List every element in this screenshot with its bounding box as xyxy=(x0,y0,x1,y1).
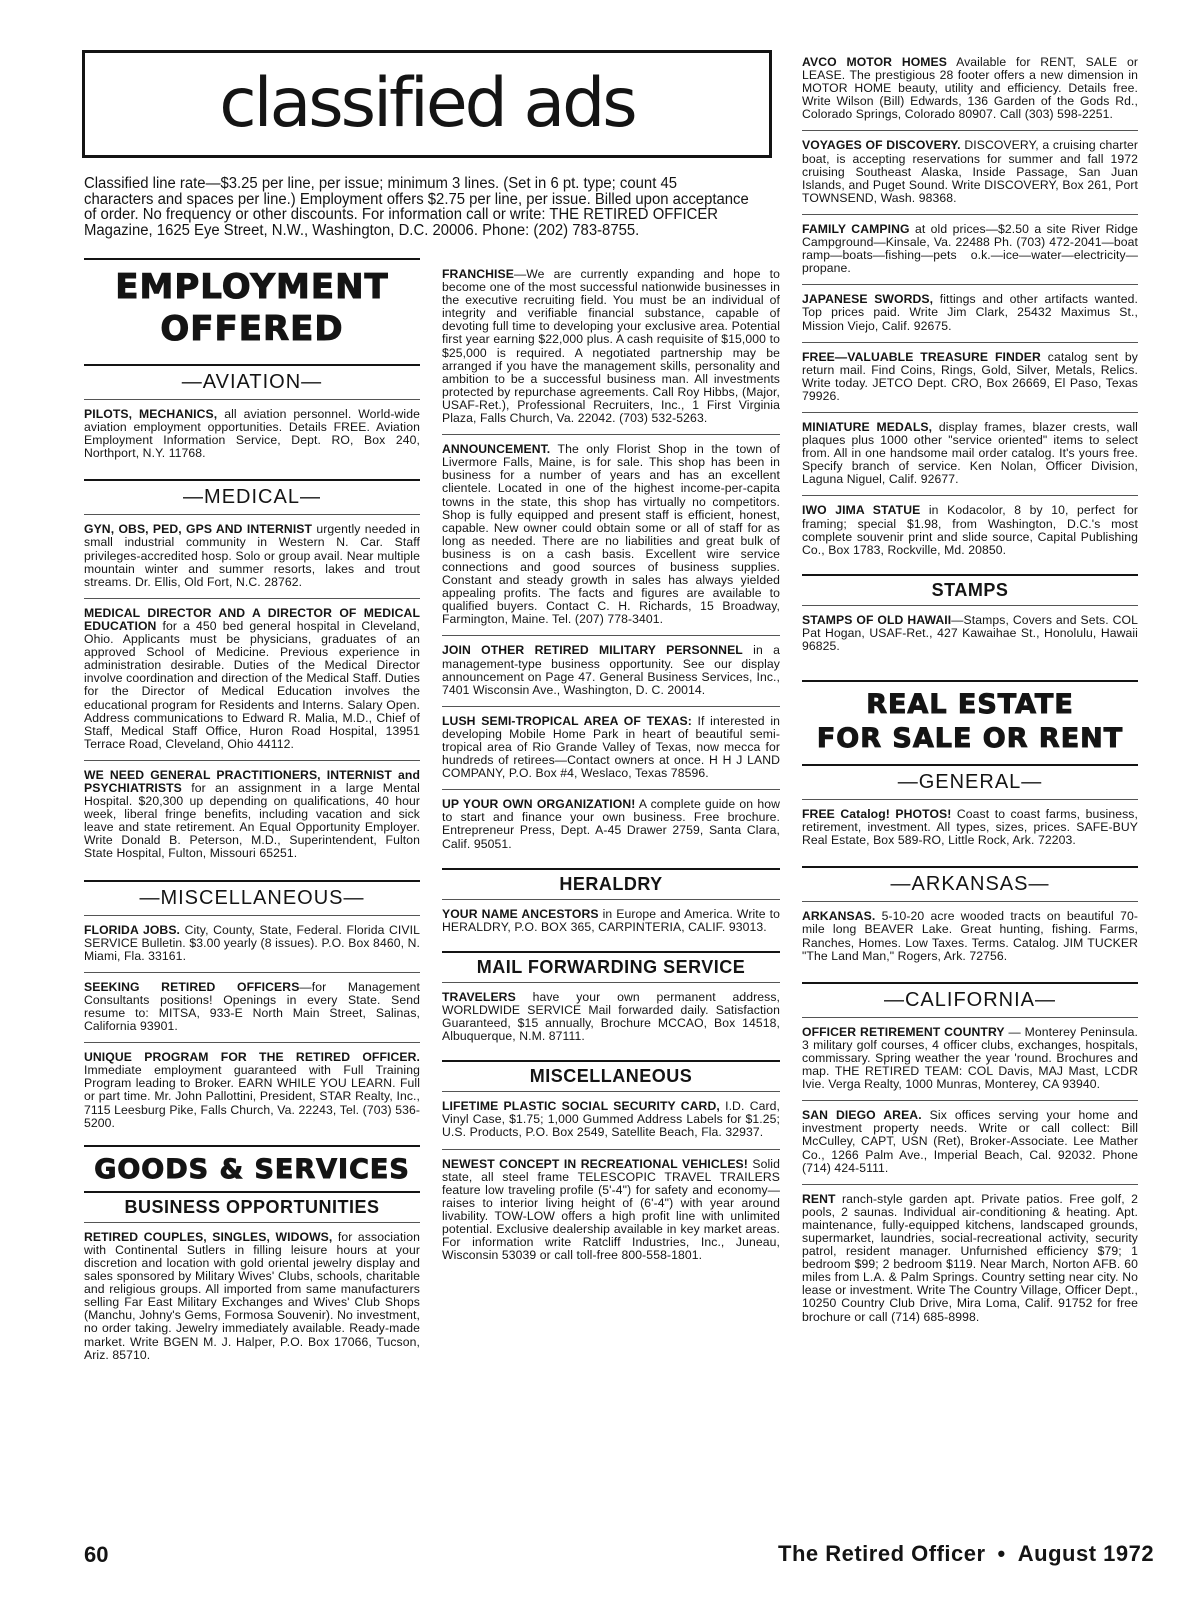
ad-body: in Kodacolor, 8 by 10, perfect for framing; special $1.98, from Washington, D.C.'s most complete souvenir print and slide source, Capital Publishing Co., Box 1783, Rockville, Md. 20850. xyxy=(802,503,1139,557)
ad-heraldry xyxy=(442,899,780,943)
column-middle xyxy=(442,268,780,1271)
ad-body: in Europe and America. Write to HERALDRY, P.O. BOX 365, CARPINTERIA, CALIF. 93013. xyxy=(442,906,780,934)
ad-body: have your own permanent address, WORLDWIDE SERVICE Mail forwarded daily. Satisfaction Guaranteed, $15 annually, Brochure MCCAO, Box 14518, Albuquerque, N.M. 87111. xyxy=(442,989,780,1044)
general-heading: —GENERAL— xyxy=(802,764,1138,799)
california-heading: —CALIFORNIA— xyxy=(802,982,1138,1017)
ad-body: Solid state, all steel frame TELESCOPIC TRAVEL TRAILERS feature low traveling profile (5'-4") for safety and economy—raises to interior living height of (6'-4") with year around livability. TOW-LOW offers a high profit line with unlimited potential. Exclusive dealership available in key market areas. For information write Ratcliff Industries, Inc., Juneau, Wisconsin 53039 or call toll-free 800-558-1801. xyxy=(442,1156,780,1263)
ad-iwo-jima xyxy=(802,495,1138,565)
ad-lead: JOIN OTHER RETIRED MILITARY PERSONNEL xyxy=(442,643,743,658)
ad-voyages xyxy=(802,130,1138,213)
page-number: 60 xyxy=(84,1542,109,1567)
miscellaneous-heading: —MISCELLANEOUS— xyxy=(84,880,420,915)
employment-heading-line1: EMPLOYMENT xyxy=(115,267,389,307)
ad-misc-2 xyxy=(84,972,420,1042)
ad-join-retired xyxy=(442,635,780,705)
ad-avco xyxy=(802,56,1138,130)
mail-forwarding-heading: MAIL FORWARDING SERVICE xyxy=(442,951,780,982)
ad-body: all aviation personnel. World-wide aviation employment opportunities. Details FREE. Aviation Employment Information Service, Dept. RO, Box 240, Northport, N.Y. 11768. xyxy=(84,407,421,461)
ad-body: If interested in developing Mobile Home Park in heart of beautiful semi-tropical area of Rio Grande Valley of Texas, now mecca for hundreds of retirees—Contact owners at once. H H J LAND COMPANY, P.O. Box #4, Weslaco, Texas 78596. xyxy=(442,713,781,781)
ad-lead: RENT xyxy=(802,1191,836,1206)
ad-body: Coast to coast farms, business, retirement, investment. All types, sizes, prices. SAFE-BUY Real Estate, Box 589-RO, Little Rock, Ark. 72203. xyxy=(802,807,1138,848)
ad-medals xyxy=(802,412,1138,495)
ad-misc-3 xyxy=(84,1042,420,1139)
ad-california-3 xyxy=(802,1184,1138,1333)
bullet: • xyxy=(997,1541,1006,1566)
masthead-title: classified ads xyxy=(219,64,635,143)
ad-lead: LIFETIME PLASTIC SOCIAL SECURITY CARD, xyxy=(442,1099,720,1114)
ad-franchise xyxy=(442,268,780,434)
column-right xyxy=(802,56,1138,1333)
ad-social-security xyxy=(442,1091,780,1148)
ad-lead: IWO JIMA STATUE xyxy=(802,503,921,518)
ad-body: display frames, blazer crests, wall plaques plus 1000 other "service oriented" items to select from. All in one handsome mail order catalog. It's yours free. Specify branch of service. Ken Nolan, Officer Division, Laguna Niguel, Calif. 92677. xyxy=(802,419,1138,487)
ad-body: fittings and other artifacts wanted. Top prices paid. Write Jim Clark, 25432 Maximus St., Mission Viejo, Calif. 92675. xyxy=(802,292,1138,333)
ad-body: —for Management Consultants positions! Openings in every State. Send resume to: MITSA, 933-E North Main Street, Salinas, California 93901. xyxy=(84,979,420,1034)
ad-lead: TRAVELERS xyxy=(442,989,516,1004)
ad-california-2 xyxy=(802,1100,1138,1183)
ad-lead: SEEKING RETIRED OFFICERS xyxy=(84,979,300,994)
ad-announcement xyxy=(442,434,780,635)
ad-body: for a 450 bed general hospital in Cleveland, Ohio. Applicants must be physicians, graduates of an approved School of Medicine. Previous experience in administration desirable. Duties of the Medical Director involve coordination and direction of the Medical Staff. Duties for the Director of Medical Education involves the educational program for Residents and Interns. Salary Open. Address communications to Edward R. Malia, M.D., Chief of Staff, Medical Staff Office, Huron Road Hospital, 13951 Terrace Road, Cleveland, Ohio 44112. xyxy=(84,618,421,751)
ad-body: A complete guide on how to start and finance your own business. Free brochure. Entrepreneur Press, Dept. A-45 Drawer 2759, Santa Clara, Calif. 95051. xyxy=(442,797,780,851)
goods-services-heading: GOODS & SERVICES xyxy=(94,1153,410,1185)
ad-camping xyxy=(802,214,1138,284)
ad-body: catalog sent by return mail. Find Coins, Rings, Gold, Silver, Metals, Relics. Write today. JETCO Dept. CRO, Box 26669, El Paso, Texas 79926. xyxy=(802,349,1138,403)
real-estate-heading-line2: FOR SALE OR RENT xyxy=(816,723,1124,755)
employment-heading xyxy=(84,258,420,350)
ad-arkansas xyxy=(802,901,1138,971)
ad-lead: SAN DIEGO AREA. xyxy=(802,1108,922,1123)
ad-body: —We are currently expanding and hope to become one of the most successful nationwide businesses in the executive recruiting field. You must be an individual of integrity and verifiable financial substance, capable of devoting full time to developing your exclusive area. Potential first year earning $22,000 plus. A cash requisite of $15,000 to $25,000 is required. A negotiated partnership may be arranged if you have the management skills, personality and ambition to be a successful business man. All investments protected by repurchase agreements. Call Roy Hibbs, (Major, USAF-Ret.), Professional Recruiters, Inc., 1 First Virginia Plaza, Falls Church, Va. 22042. (703) 532-5263. xyxy=(442,267,780,426)
ad-texas xyxy=(442,706,780,789)
ad-medical-1 xyxy=(84,514,420,597)
ad-business xyxy=(84,1222,420,1371)
ad-lead: UP YOUR OWN ORGANIZATION! xyxy=(442,797,636,812)
ad-lead: WE NEED GENERAL PRACTITIONERS, INTERNIST and PSYCHIATRISTS xyxy=(84,767,420,795)
aviation-heading: —AVIATION— xyxy=(84,364,420,399)
heraldry-heading: HERALDRY xyxy=(442,868,780,899)
ad-lead: FLORIDA JOBS. xyxy=(84,922,181,937)
ad-body: I.D. Card, Vinyl Case, $1.75; 1,000 Gummed Address Labels for $1.25; U.S. Products, P.O. Box 2549, Satellite Beach, Fla. 32937. xyxy=(442,1099,780,1140)
goods-services-heading-wrap xyxy=(84,1145,420,1187)
rate-note: Classified line rate—$3.25 per line, per issue; minimum 3 lines. (Set in 6 pt. type; count 45 characters and spaces per line.) Employment offers $2.75 per line, per issue. Billed upon acceptance of order. No frequency or other discounts. For information call or write: THE RETIRED OFFICER Magazine, 1625 Eye Street, N.W., Washington, D.C. 20006. Phone: (202) 783-8755. xyxy=(84,175,749,239)
ad-body: 5-10-20 acre wooded tracts on beautiful 70-mile long BEAVER Lake. Great hunting, fishing. Farms, Ranches, Homes. Low Taxes. Terms. Catalog. JIM TUCKER "The Land Man," Rogers, Ark. 72756. xyxy=(802,909,1138,963)
ad-travelers xyxy=(442,982,780,1052)
ad-lead: YOUR NAME ANCESTORS xyxy=(442,906,599,921)
ad-lead: ARKANSAS. xyxy=(802,909,876,924)
masthead-box xyxy=(82,50,772,158)
ad-body: The only Florist Shop in the town of Livermore Falls, Maine, is for sale. This shop has been in business for a number of years and has an excellent clientele. Located in one of the highest income-per-capita towns in the state, this shop has virtually no competitors. Shop is fully equipped and present staff is efficient, honest, capable. New owner could obtain some or all of staff for as long as needed. There are no liabilities and great bulk of business is on a cash basis. Excellent wire service connections and good sources of business supplies. Constant and steady growth in sales has always yielded appealing profits. The facts and figures are available to qualified buyers. Contact C. H. Richards, 15 Broadway, Farmington, Maine. Tel. (207) 778-3401. xyxy=(442,442,780,627)
ad-lead: PILOTS, MECHANICS, xyxy=(84,407,218,421)
ad-lead: MEDICAL DIRECTOR AND A DIRECTOR OF MEDICAL EDUCATION xyxy=(84,605,420,633)
ad-lead: STAMPS OF OLD HAWAII xyxy=(802,612,952,627)
stamps-heading: STAMPS xyxy=(802,574,1138,605)
ad-recreational-vehicles xyxy=(442,1149,780,1272)
magazine-name: The Retired Officer xyxy=(778,1541,986,1566)
ad-lead: OFFICER RETIREMENT COUNTRY xyxy=(802,1024,1005,1039)
column-left xyxy=(84,258,420,1371)
ad-misc-1 xyxy=(84,915,420,972)
ad-body: Available for RENT, SALE or LEASE. The prestigious 28 footer offers a new dimension in MOTOR HOME beauty, utility and efficiency. Details free. Write Wilson (Bill) Edwards, 136 Garden of the Gods Rd., Colorado Springs, Colorado 80907. Call (303) 598-2251. xyxy=(802,55,1138,122)
ad-lead: RETIRED COUPLES, SINGLES, WIDOWS, xyxy=(84,1229,333,1244)
ad-body: urgently needed in small industrial community in Western N. Car. Staff privileges-accredited hosp. Solo or group avail. Near multiple mountain winter and summer resorts, lakes and trout streams. Dr. Ellis, Old Fort, N.C. 28762. xyxy=(84,522,420,589)
ad-body: ranch-style garden apt. Private patios. Free golf, 2 pools, 2 saunas. Individual air-conditioning & heating. Apt. maintenance, fully-equipped kitchens, landscaped grounds, supermarket, laundries, social-recreational activity, security patrol, resident manager. Unfurnished efficiency $79; 1 bedroom $99; 2 bedroom $119. Near March, Norton AFB. 60 miles from L.A. & Palm Springs. Country setting near city. No lease or investment. Write The Country Village, Officer Dept., 10250 Country Club Drive, Mira Loma, Calif. 91752 for free brochure or call (714) 685-8998. xyxy=(802,1191,1138,1324)
miscellaneous-heading-2: MISCELLANEOUS xyxy=(442,1060,780,1091)
issue-date: August 1972 xyxy=(1017,1541,1155,1566)
ad-body: DISCOVERY, a cruising charter boat, is accepting reservations for summer and fall 1972 cruising Southeast Alaska, Inside Passage, San Juan Islands, and Puget Sound. Write DISCOVERY, Box 261, Port TOWNSEND, Wash. 98368. xyxy=(802,138,1138,205)
ad-swords xyxy=(802,284,1138,341)
ad-body: City, County, State, Federal. Florida CIVIL SERVICE Bulletin. $3.00 yearly (8 issues). P.O. Box 8460, N. Miami, Fla. 33161. xyxy=(84,922,421,963)
ad-lead: UNIQUE PROGRAM FOR THE RETIRED OFFICER. xyxy=(84,1050,420,1065)
ad-california-1 xyxy=(802,1017,1138,1100)
ad-medical-3 xyxy=(84,760,420,870)
ad-lead: ANNOUNCEMENT. xyxy=(442,442,551,457)
ad-medical-2 xyxy=(84,598,420,760)
footer-magazine-date xyxy=(778,1541,1154,1567)
arkansas-heading: —ARKANSAS— xyxy=(802,866,1138,901)
ad-lead: JAPANESE SWORDS, xyxy=(802,292,934,307)
ad-lead: FRANCHISE xyxy=(442,267,514,281)
ad-lead: FREE—VALUABLE TREASURE FINDER xyxy=(802,349,1041,364)
ad-body: at old prices—$2.50 a site River Ridge Campground—Kinsale, Va. 22488 Ph. (703) 472-2041—boat ramp—boats—fishing—pets o.k.—ice—water—electricity—propane. xyxy=(802,221,1138,276)
ad-aviation xyxy=(84,399,420,469)
ad-body: — Monterey Peninsula. 3 military golf courses, 4 officer clubs, exchanges, hospitals, commissary. Spring weather the year 'round. Brochures and map. THE RETIRED TEAM: COL Davis, MAJ Mast, LCDR Ivie. Verga Realty, 1000 Munras, Monterey, CA 93940. xyxy=(802,1024,1138,1092)
real-estate-heading-line1: REAL ESTATE xyxy=(866,689,1074,721)
ad-body: in a management-type business opportunity. See our display announcement on Page 47. General Business Services, Inc., 7401 Wisconsin Ave., Washington, D. C. 20014. xyxy=(442,643,780,697)
ad-lead: FREE Catalog! PHOTOS! xyxy=(802,807,952,822)
employment-heading-line2: OFFERED xyxy=(160,309,344,349)
ad-body: —Stamps, Covers and Sets. COL Pat Hogan, USAF-Ret., 427 Kawaihae St., Honolulu, Hawaii 96825. xyxy=(802,612,1138,653)
medical-heading: —MEDICAL— xyxy=(84,479,420,514)
ad-stamps xyxy=(802,605,1138,662)
ad-lead: GYN, OBS, PED, GPS AND INTERNIST xyxy=(84,522,313,537)
ad-treasure xyxy=(802,342,1138,412)
ad-body: Six offices serving your home and investment property needs. Write or call collect: Bill McCulley, CAPT, USN (Ret), Broker-Associate. Lee Mather Co., 1266 Palm Ave., Imperial Beach, Cal. 92032. Phone (714) 424-5111. xyxy=(802,1108,1139,1175)
ad-lead: MINIATURE MEDALS, xyxy=(802,419,933,434)
ad-lead: FAMILY CAMPING xyxy=(802,221,910,236)
ad-lead: LUSH SEMI-TROPICAL AREA OF TEXAS: xyxy=(442,713,692,728)
ad-lead: VOYAGES OF DISCOVERY. xyxy=(802,138,961,153)
ad-organization xyxy=(442,789,780,859)
ad-lead: NEWEST CONCEPT IN RECREATIONAL VEHICLES! xyxy=(442,1156,748,1171)
ad-body: for an assignment in a large Mental Hospital. $20,300 up depending on qualifications, 40 hour week, liberal fringe benefits, including vacation and sick leave and state retirement. An Equal Opportunity Employer. Write Donald B. Peterson, M.D., Superintendent, Fulton State Hospital, Fulton, Missouri 65251. xyxy=(84,780,420,861)
real-estate-heading xyxy=(802,680,1138,756)
ad-body: Immediate employment guaranteed with Full Training Program leading to Broker. EARN WHILE YOU LEARN. Full or part time. Mr. John Pallottini, President, STAR Realty, Inc., 7115 Leesburg Pike, Falls Church, Va. 22243, Tel. (703) 536-5200. xyxy=(84,1063,420,1130)
ad-lead: AVCO MOTOR HOMES xyxy=(802,55,948,69)
ad-general xyxy=(802,799,1138,856)
business-opportunities-heading: BUSINESS OPPORTUNITIES xyxy=(84,1191,420,1222)
ad-body: for association with Continental Sutlers in filling leisure hours at your discretion and location with gold oriental jewelry display and sales sponsored by Military Wives' Clubs, schools, charitable and religious groups. All imported from same manufacturers selling Far East Military Exchanges and Wives' Club Shops (Manchu, Johny's Gems, Formosa Souvenir). No investment, no order taking. Jewelry immediately available. Ready-made market. Write BGEN M. J. Halper, P.O. Box 17066, Tucson, Ariz. 85710. xyxy=(84,1229,420,1362)
